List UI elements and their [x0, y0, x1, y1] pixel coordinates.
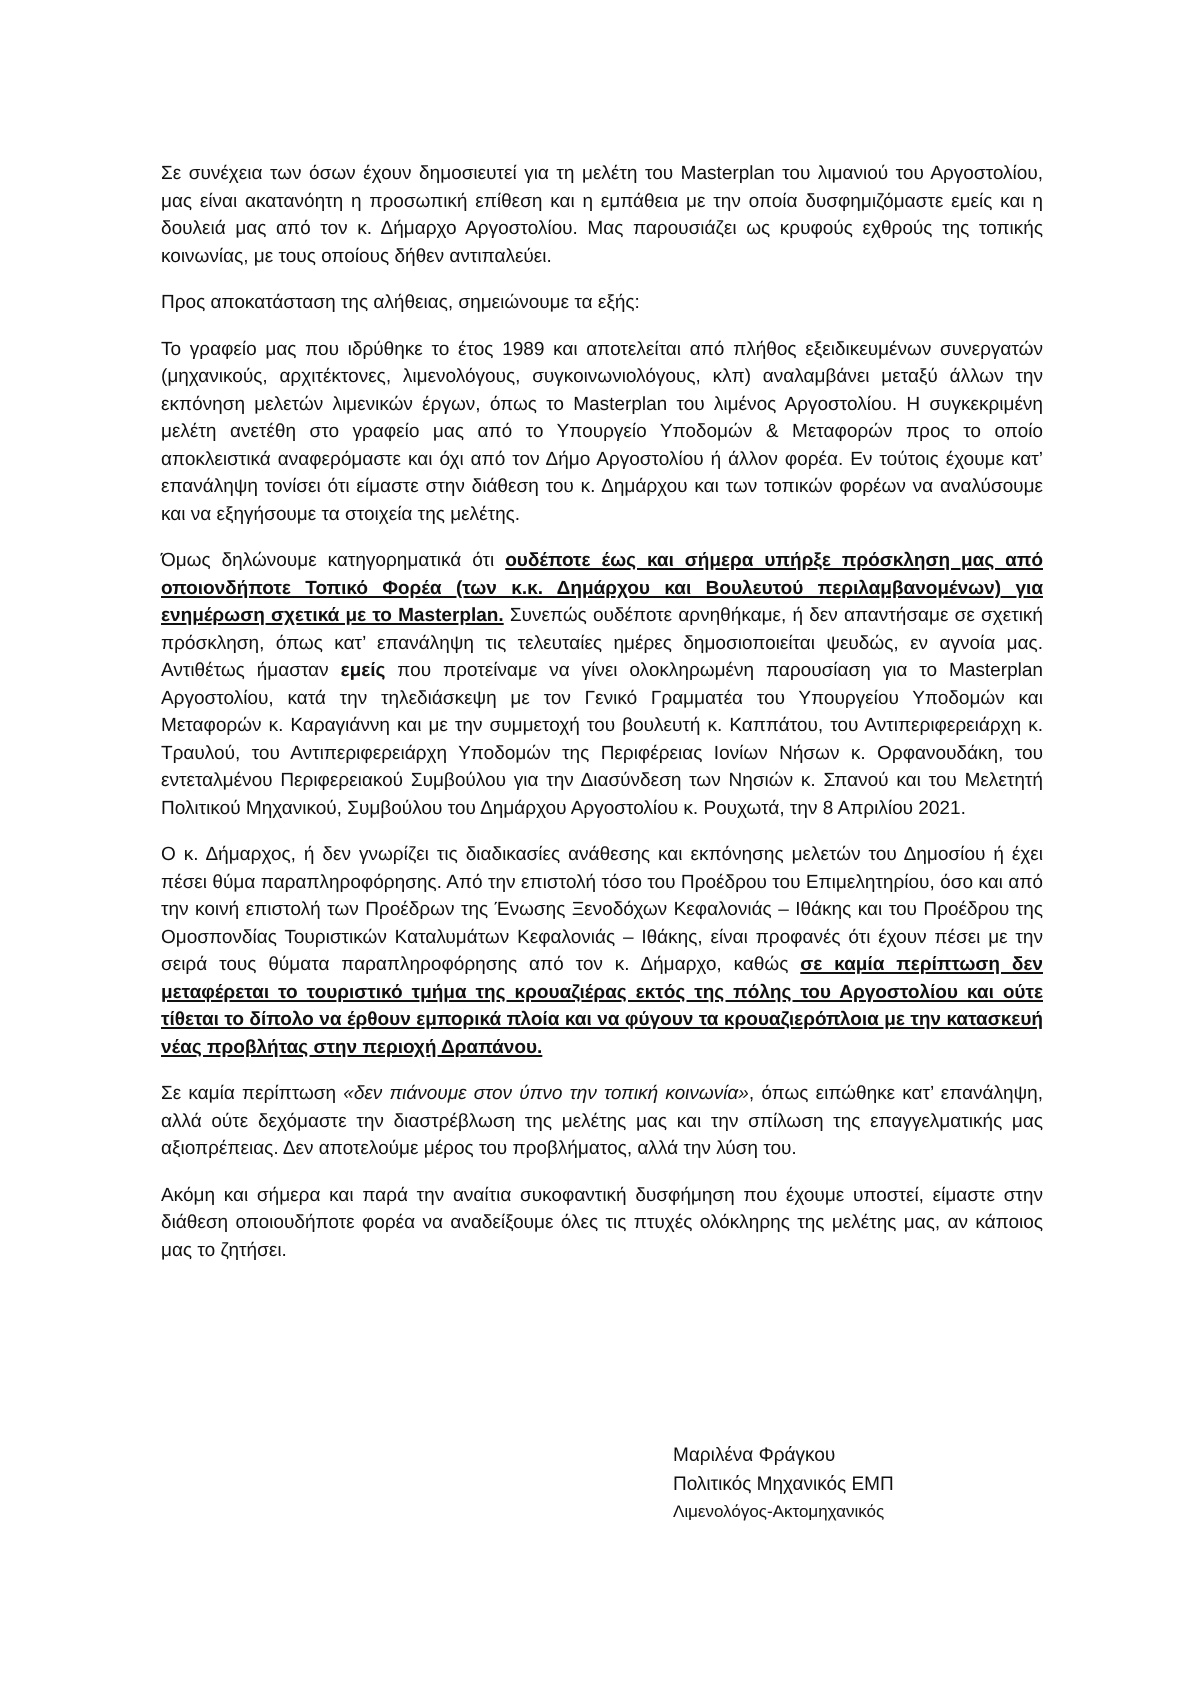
- paragraph-community: [161, 1080, 1043, 1163]
- signature-specialty: Λιμενολόγος-Ακτομηχανικός: [673, 1502, 885, 1521]
- paragraph-office: [161, 336, 1043, 529]
- paragraph-closing: [161, 1182, 1043, 1265]
- signature-block: [673, 1441, 894, 1525]
- paragraph-mayor-text: Ο κ. Δήμαρχος, ή δεν γνωρίζει τις διαδικασίες ανάθεσης και εκπόνησης μελετών του Δημοσίου ή έχει πέσει θύμα παραπληροφόρησης. Από την επιστολή τόσο του Προέδρου του Επιμελητηρίου, όσο και από την κοινή επιστολή των Προέδρων της Ένωσης Ξενοδόχων Κεφαλονιάς – Ιθάκης και του Προέδρου της Ομοσπονδίας Τουριστικών Καταλυμάτων Κεφαλονιάς – Ιθάκης, είναι προφανές ότι έχουν πέσει με την σειρά τους θύματα παραπληροφόρησης από τον κ. Δήμαρχο, καθώς: [161, 844, 1043, 975]
- signature-name: Μαριλένα Φράγκου: [673, 1445, 836, 1466]
- paragraph-declaration: [161, 547, 1043, 822]
- paragraph-restoration: [161, 289, 1043, 317]
- paragraph-closing-text: Ακόμη και σήμερα και παρά την αναίτια συκοφαντική δυσφήμηση που έχουμε υποστεί, είμαστε στην διάθεση οποιουδήποτε φορέα να αναδείξουμε όλες τις πτυχές ολόκληρης της μελέτης μας, αν κάποιος μας το ζητήσει.: [161, 1184, 1043, 1261]
- paragraph-community-text-2: , όπως ειπώθηκε κατ’ επανάληψη, αλλά ούτε δεχόμαστε την διαστρέβλωση της μελέτης μας και την σπίλωση της επαγγελματικής μας αξιοπρέπειας. Δεν αποτελούμε μέρος του προβλήματος, αλλά την λύση του.: [161, 1083, 1043, 1159]
- paragraph-declaration-text-3: που προτείναμε να γίνει ολοκληρωμένη παρουσίαση για το Masterplan Αργοστολίου, κατά την τηλεδιάσκεψη με τον Γενικό Γραμματέα του Υπουργείου Υποδομών και Μεταφορών κ. Καραγιάννη και με την συμμετοχή του βουλευτή κ. Καππάτου, του Αντιπεριφερειάρχη κ. Τραυλού, του Αντιπεριφερειάρχη Υποδομών της Περιφέρειας Ιονίων Νήσων κ. Ορφανουδάκη, του εντεταλμένου Περιφερειακού Συμβούλου για την Διασύνδεση των Νησιών κ. Σπανού και του Μελετητή Πολιτικού Μηχανικού, Συμβούλου του Δημάρχου Αργοστολίου κ. Ρουχωτά, την 8 Απριλίου 2021.: [161, 660, 1044, 819]
- paragraph-declaration-text-2: Συνεπώς ουδέποτε αρνηθήκαμε, ή δεν απαντήσαμε σε σχετική πρόσκληση, όπως κατ’ επανάληψη τις τελευταίες ημέρες δημοσιοποιείται ψευδώς, εν αγνοία μας. Αντιθέτως ήμασταν: [161, 605, 1043, 681]
- paragraph-declaration-emphasis: ουδέποτε έως και σήμερα υπήρξε πρόσκληση μας από οποιονδήποτε Τοπικό Φορέα (των κ.κ. Δημάρχου και Βουλευτού περιλαμβανομένων) για ενημέρωση σχετικά με το Masterplan.: [161, 550, 1043, 626]
- paragraph-declaration-text-1: Όμως δηλώνουμε κατηγορηματικά ότι: [161, 550, 506, 571]
- paragraph-restoration-text: Προς αποκατάσταση της αλήθειας, σημειώνουμε τα εξής:: [161, 292, 640, 313]
- paragraph-mayor-emphasis: σε καμία περίπτωση δεν μεταφέρεται το τουριστικό τμήμα της κρουαζιέρας εκτός της πόλης του Αργοστολίου και ούτε τίθεται το δίπολο να έρθουν εμπορικά πλοία και να φύγουν τα κρουαζιερόπλοια με την κατασκευή νέας προβλήτας στην περιοχή Δραπάνου.: [161, 954, 1043, 1058]
- signature-title: Πολιτικός Μηχανικός ΕΜΠ: [673, 1474, 894, 1495]
- paragraph-intro: [161, 160, 1043, 270]
- paragraph-mayor: [161, 841, 1043, 1061]
- paragraph-declaration-bold-word: εμείς: [340, 660, 386, 681]
- paragraph-community-quote: «δεν πιάνουμε στον ύπνο την τοπική κοινωνία»: [343, 1083, 749, 1104]
- paragraph-community-text-1: Σε καμία περίπτωση: [161, 1083, 344, 1104]
- letter-body: [161, 160, 1043, 1283]
- paragraph-intro-text: Σε συνέχεια των όσων έχουν δημοσιευτεί για τη μελέτη του Masterplan του λιμανιού του Αργοστολίου, μας είναι ακατανόητη η προσωπική επίθεση και η εμπάθεια με την οποία δυσφημιζόμαστε εμείς και η δουλειά μας από τον κ. Δήμαρχο Αργοστολίου. Μας παρουσιάζει ως κρυφούς εχθρούς της τοπικής κοινωνίας, με τους οποίους δήθεν αντιπαλεύει.: [161, 163, 1043, 267]
- paragraph-office-text: Το γραφείο μας που ιδρύθηκε το έτος 1989 και αποτελείται από πλήθος εξειδικευμένων συνεργατών (μηχανικούς, αρχιτέκτονες, λιμενολόγους, συγκοινωνιολόγους, κλπ) αναλαμβάνει μεταξύ άλλων την εκπόνηση μελετών λιμενικών έργων, όπως το Masterplan του λιμένος Αργοστολίου. Η συγκεκριμένη μελέτη ανετέθη στο γραφείο μας από το Υπουργείο Υποδομών & Μεταφορών προς το οποίο αποκλειστικά αναφερόμαστε και όχι από τον Δήμο Αργοστολίου ή άλλον φορέα. Εν τούτοις έχουμε κατ’ επανάληψη τονίσει ότι είμαστε στην διάθεση του κ. Δημάρχου και των τοπικών φορέων να αναλύσουμε και να εξηγήσουμε τα στοιχεία της μελέτης.: [161, 338, 1043, 525]
